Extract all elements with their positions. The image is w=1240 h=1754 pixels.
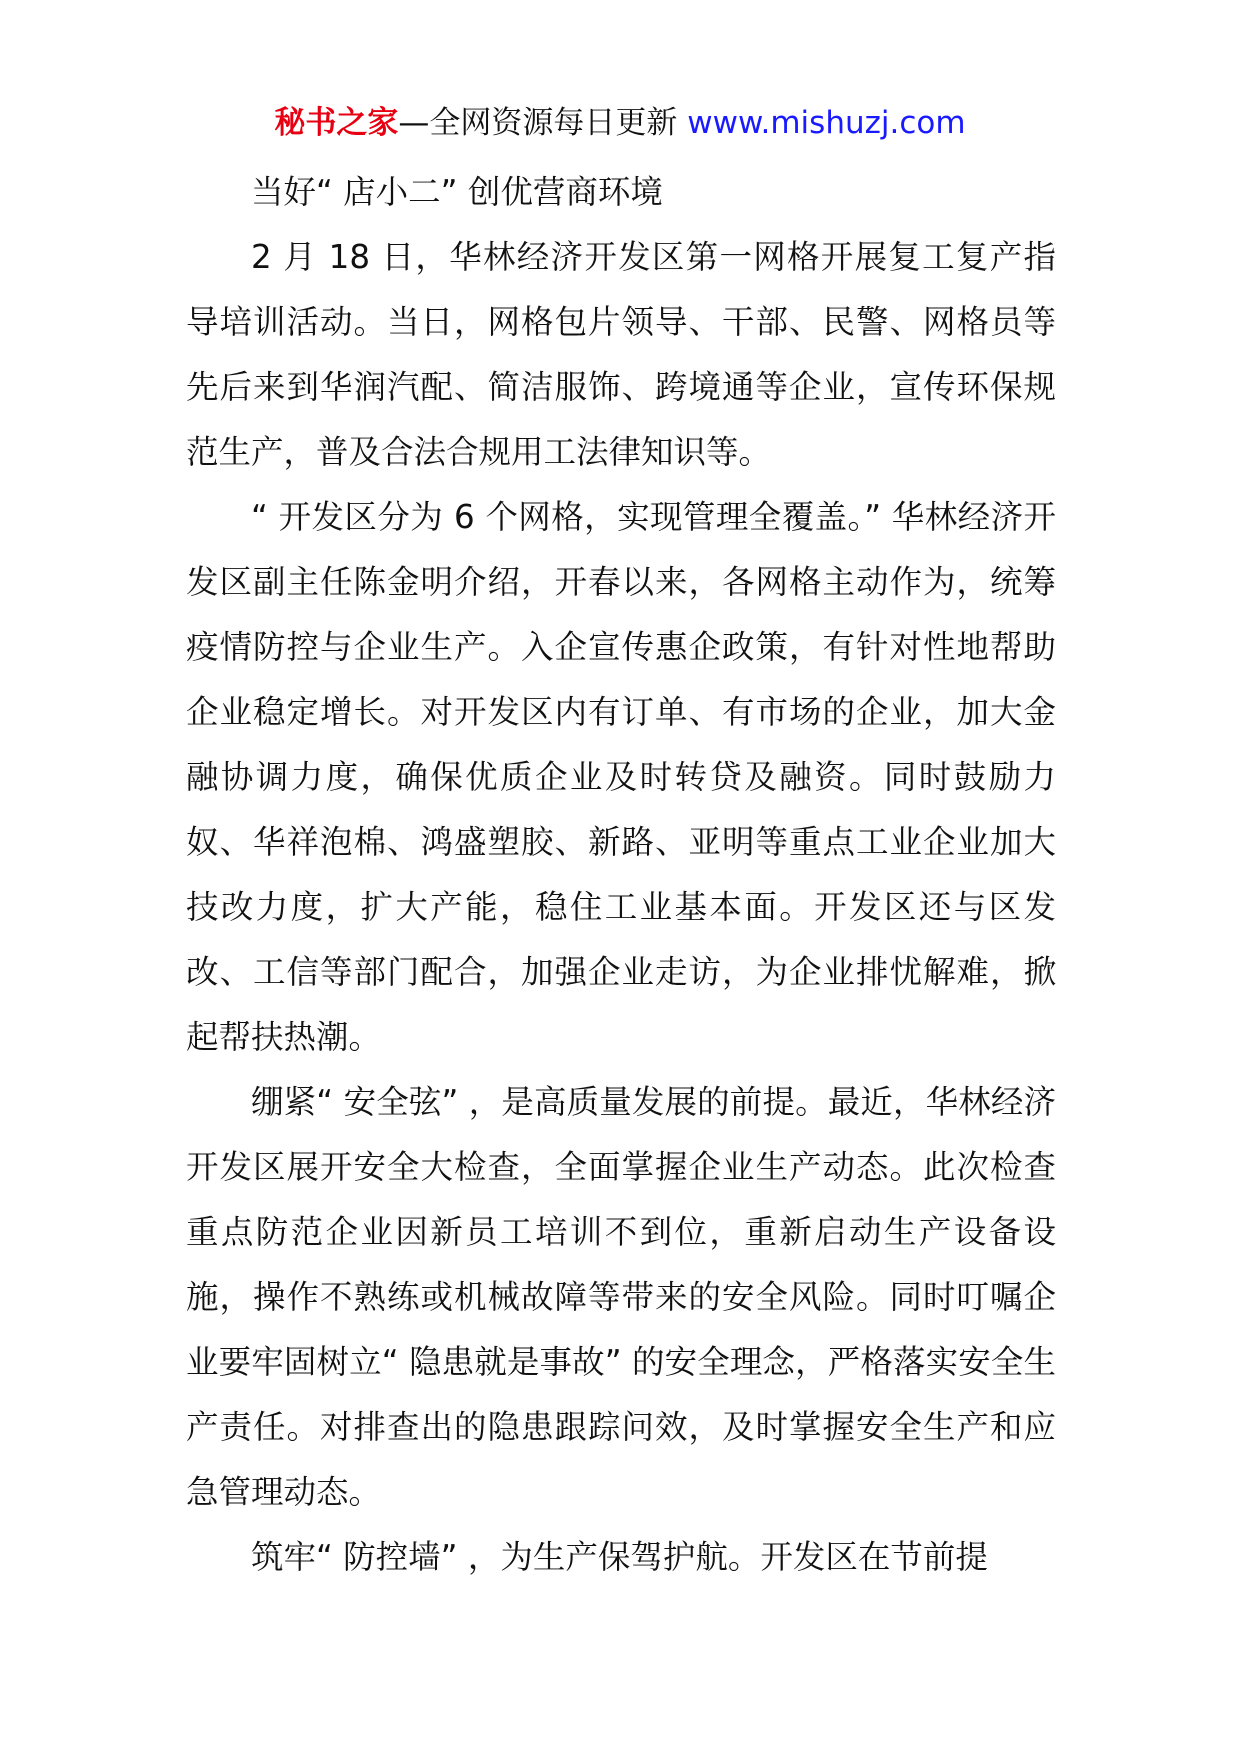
article-body: [186, 160, 1056, 1590]
site-brand: 秘书之家: [274, 105, 399, 141]
paragraph-4: 筑牢“ 防控墙” ，为生产保驾护航。开发区在节前提: [251, 1538, 988, 1576]
paragraph-2: “ 开发区分为 6 个网格，实现管理全覆盖。” 华林经济开发区副主任陈金明介绍，开春以来，各网格主动作为，统筹疫情防控与企业生产。入企宣传惠企政策，有针对性地帮助企业稳定增长。对开发区内有订单、有市场的企业，加大金融协调力度，确保优质企业及时转贷及融资。同时鼓励力奴、华祥泡棉、鸿盛塑胶、新路、亚明等重点工业企业加大技改力度，扩大产能，稳住工业基本面。开发区还与区发改、工信等部门配合，加强企业走访，为企业排忧解难，掀起帮扶热潮。: [186, 498, 1056, 1056]
paragraph-3: 绷紧“ 安全弦” ，是高质量发展的前提。最近，华林经济开发区展开安全大检查，全面掌握企业生产动态。此次检查重点防范企业因新员工培训不到位，重新启动生产设备设施，操作不熟练或机械故障等带来的安全风险。同时叮嘱企业要牢固树立“ 隐患就是事故” 的安全理念，严格落实安全生产责任。对排查出的隐患跟踪问效，及时掌握安全生产和应急管理动态。: [186, 1083, 1056, 1511]
site-banner: [0, 100, 1240, 146]
paragraph-1: 2 月 18 日，华林经济开发区第一网格开展复工复产指导培训活动。当日，网格包片领导、干部、民警、网格员等先后来到华润汽配、简洁服饰、跨境通等企业，宣传环保规范生产，普及合法合规用工法律知识等。: [186, 238, 1056, 471]
article-title: 当好“ 店小二” 创优营商环境: [251, 173, 663, 211]
site-tagline: —全网资源每日更新: [398, 105, 688, 141]
site-url-link[interactable]: www.mishuzj.com: [687, 105, 966, 141]
